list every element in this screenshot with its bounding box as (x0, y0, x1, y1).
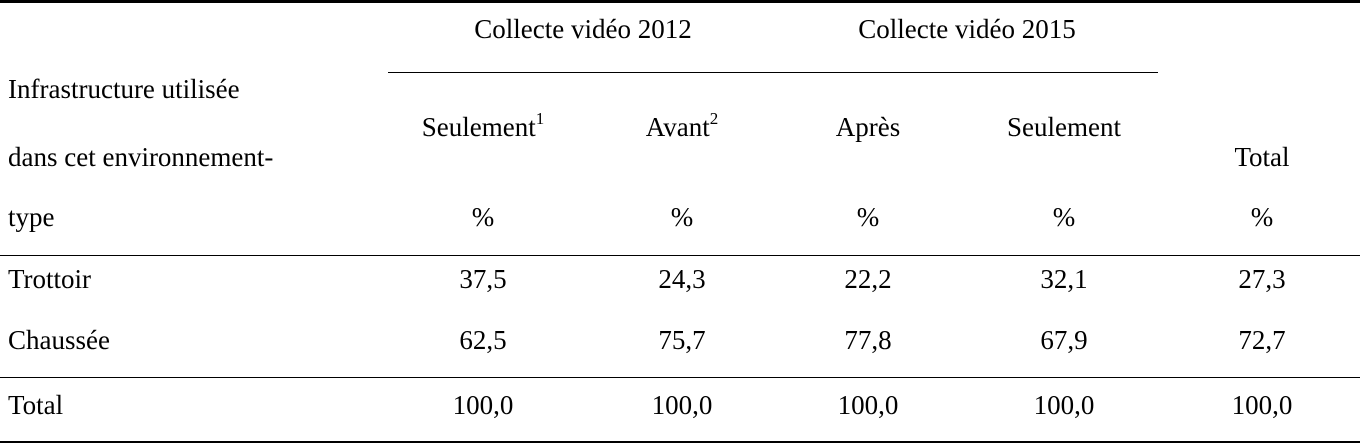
table-cell: 27,3 (1238, 264, 1286, 294)
column-header-total: Total (1234, 142, 1290, 172)
table-cell: 75,7 (658, 325, 706, 355)
table-cell: 62,5 (459, 325, 507, 355)
top-rule (0, 0, 1360, 3)
column-header-seulement-2012: Seulement$^1$ (421, 109, 545, 142)
unit-label: % (471, 202, 495, 232)
unit-label: % (670, 202, 694, 232)
table-cell: 67,9 (1040, 325, 1088, 355)
column-header-avant: Avant$^2$ (645, 109, 719, 142)
stub-header-line-1: Infrastructure utilisée (8, 74, 240, 104)
group-header-rule (388, 72, 1158, 73)
table-cell: 37,5 (459, 264, 507, 294)
footnote-marker-1: 1 (535, 109, 545, 128)
unit-label: % (856, 202, 880, 232)
total-cell: 100,0 (837, 390, 899, 420)
bottom-rule (0, 441, 1360, 443)
table-cell: 32,1 (1040, 264, 1088, 294)
footnote-marker-2: 2 (709, 109, 719, 128)
column-header-seulement-2015: Seulement (1007, 112, 1121, 142)
group-header-2012: Collecte vidéo 2012 (474, 14, 692, 44)
group-header-2015: Collecte vidéo 2015 (858, 14, 1076, 44)
row-label-chaussee: Chaussée (8, 325, 110, 355)
total-cell: 100,0 (452, 390, 514, 420)
column-header-apres: Après (835, 112, 901, 142)
header-bottom-rule (0, 255, 1360, 256)
table-cell: 24,3 (658, 264, 706, 294)
row-label-trottoir: Trottoir (8, 264, 92, 294)
table-cell: 72,7 (1238, 325, 1286, 355)
table-cell: 77,8 (844, 325, 892, 355)
total-cell: 100,0 (1033, 390, 1095, 420)
total-top-rule (0, 377, 1360, 378)
total-cell: 100,0 (1231, 390, 1293, 420)
unit-label: % (1052, 202, 1076, 232)
row-label-total: Total (8, 390, 64, 420)
stub-header-line-2: dans cet environnement- (8, 142, 274, 172)
stub-header-line-3: type (8, 202, 55, 232)
total-cell: 100,0 (651, 390, 713, 420)
table-cell: 22,2 (844, 264, 892, 294)
unit-label: % (1250, 202, 1274, 232)
